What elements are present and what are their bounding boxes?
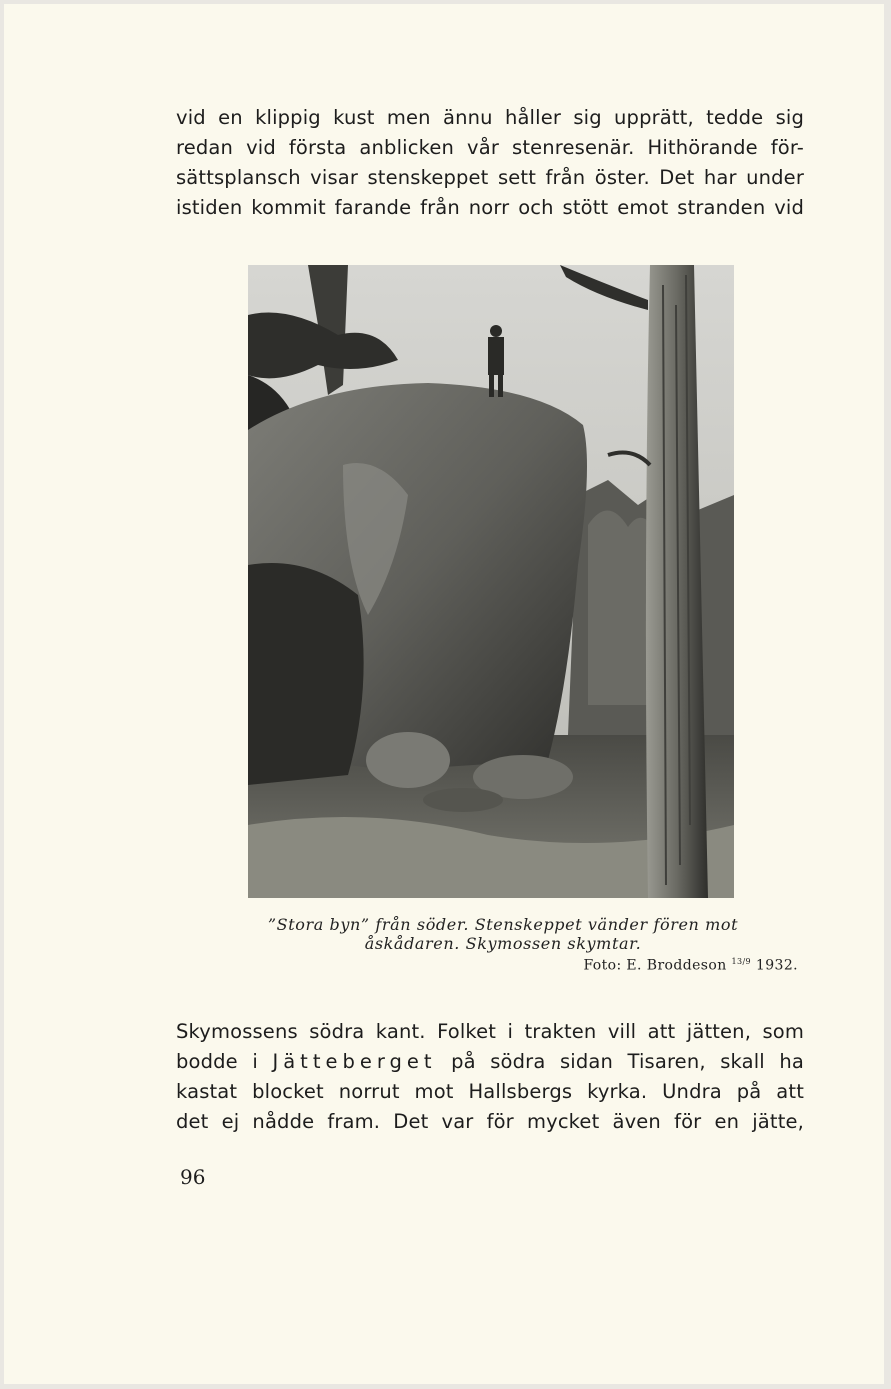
credit-prefix: Foto: E. Broddeson [583, 957, 727, 974]
spaced-place-name: Jätteberget [272, 1050, 437, 1073]
text-line: Skymossens södra kant. Folket i trakten vill att jätten, som [176, 1020, 804, 1043]
text-line [176, 1047, 804, 1077]
text-line: vid en klippig kust men ännu håller sig upprätt, tedde sig [176, 106, 804, 129]
book-page [4, 4, 884, 1384]
photo-caption [248, 915, 758, 953]
text-line: sättsplansch visar stenskeppet sett från öster. Det har under [176, 166, 804, 189]
text-line: redan vid första anblicken vår stenresenär. Hithörande för- [176, 136, 804, 159]
text-line: det ej nådde fram. Det var för mycket även för en jätte, [176, 1110, 804, 1133]
paragraph-bottom [176, 1017, 804, 1137]
paragraph-top [176, 103, 804, 223]
caption-line: ”Stora byn” från söder. Stenskeppet vänder fören mot [267, 915, 739, 934]
text-line: istiden kommit farande från norr och stött emot stranden vid [176, 196, 804, 219]
photo-credit [583, 957, 798, 974]
credit-year: 1932. [755, 957, 798, 974]
text-line: kastat blocket norrut mot Hallsbergs kyrka. Undra på att [176, 1080, 804, 1103]
text-fragment: bodde i [176, 1050, 258, 1073]
credit-date: 13/9 [731, 957, 752, 966]
text-fragment: på södra sidan Tisaren, skall ha [451, 1050, 804, 1073]
photo-illustration [248, 265, 734, 898]
page-number: 96 [180, 1165, 206, 1189]
caption-line: åskådaren. Skymossen skymtar. [364, 934, 642, 953]
photograph-boulder [248, 265, 734, 898]
